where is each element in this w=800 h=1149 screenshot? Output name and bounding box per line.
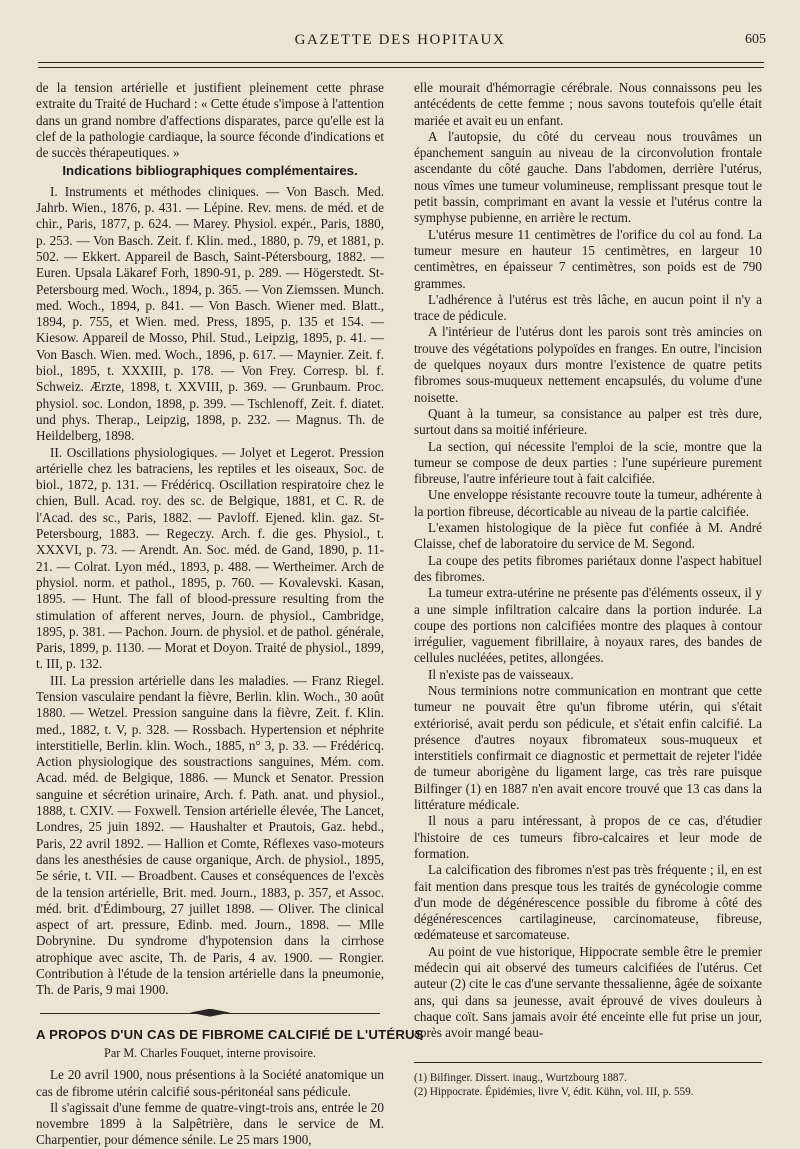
- article-paragraph: La tumeur extra-utérine ne présente pas d'éléments osseux, il y a une simple infiltration calcaire dans la portion indurée. La coupe des portions non calcifiées montre des plaques à contour irrégulier, vaguement fibrillaire, à noyaux rares, des bandes de cellules nucléées, petites, allongées.: [414, 585, 762, 666]
- article-paragraph: La calcification des fibromes n'est pas très fréquente ; il, en est fait mention dans presque tous les traités de gynécologie comme d'un mode de dégénérescence possible du fibrome à côté des dégénérescences cartilagineuse, carcinomateuse, fibreuse, œdémateuse et sarcomateuse.: [414, 862, 762, 943]
- left-column: [36, 80, 424, 1149]
- bibliography-instruments: I. Instruments et méthodes cliniques. — Von Basch. Med. Jahrb. Wien., 1876, p. 431. — Lépine. Rev. mens. de méd. et de chir., Paris, 1877, p. 624. — Marey. Physiol. expér., Paris, 1880, p. 253. — Von Basch. Zeit. f. Klin. med., 1880, p. 79, et 1881, p. 502. — Ekkert. Appareil de Basch, Saint-Pétersbourg, 1882. — Euren. Upsala Läkaref Forh, 1890-91, p. 289. — Högerstedt. St-Petersbourg med. Woch., 1894, p. 365. — Von Ziemssen. Munch. med. Woch., 1894, p. 841. — Von Basch. Wiener med. Blatt., 1894, p. 755, et Wien. med. Press, 1895, p. 135 et 154. — Kiesow. Appareil de Mosso, Phil. Stud., Leipzig, 1895, p. 41. — Von Basch. Wien. med. Woch., 1896, p. 617. — Maynier. Zeit. f. biol., 1895, t. XXXIII, p. 178. — Von Frey. Corresp. bl. f. Schweiz. Ærzte, 1898, t. XXVIII, p. 369. — Grunbaum. Proc. physiol. soc. London, 1898, p. 399. — Tschlenoff, Zeit. f. diatet. und phys. Therap., Leipzig, 1898, p. 232. — Magnus. Th. de Heildelberg, 1898.: [36, 183, 384, 444]
- right-column: [414, 80, 762, 1099]
- article-paragraph: elle mourait d'hémorragie cérébrale. Nous connaissons peu les antécédents de cette femme ; nous savons toutefois qu'elle était mariée et avait eu un enfant.: [414, 80, 762, 128]
- page-number: 605: [745, 32, 766, 47]
- article-paragraph: Nous terminions notre communication en montrant que cette tumeur ne pouvait être qu'un fibrome utérin, qui s'était extériorisé, avait perdu son pédicule, et s'était enfin calcifié. La présence d'autres noyaux fibromateux sous-muqueux et interstitiels confirmait ce diagnostic et permettait de rejeter l'idée de tumeur aborigène du ligament large, cas très rare puisque Bilfinger (1) en 1887 n'en avait encore trouvé que 13 cas dans la littérature médicale.: [414, 682, 762, 813]
- footnote: (1) Bilfinger. Dissert. inaug., Wurtzbourg 1887.: [414, 1071, 627, 1084]
- article-byline: Par M. Charles Fouquet, interne provisoire.: [104, 1045, 316, 1060]
- intro-paragraph: de la tension artérielle et justifient pleinement cette phrase extraite du Traité de Huchard : « Cette étude s'impose à l'attention dans un grand nombre d'affections disparates, parce qu'elle est la clef de la pathologie cardiaque, la source féconde d'indications et de succès thérapeutiques. »: [36, 80, 384, 161]
- article-paragraph: Il n'existe pas de vaisseaux.: [428, 666, 574, 682]
- article-paragraph: Le 20 avril 1900, nous présentions à la Société anatomique un cas de fibrome utérin calcifié sous-péritonéal sans pédicule.: [36, 1067, 384, 1099]
- article-paragraph: Une enveloppe résistante recouvre toute la tumeur, adhérente à la portion fibreuse, décorticable au niveau de la partie calcifiée.: [414, 487, 762, 519]
- bibliography-oscillations: II. Oscillations physiologiques. — Jolyet et Legerot. Pression artérielle chez les batraciens, les reptiles et les oiseaux, Soc. de biol., 1872, p. 131. — Frédéricq. Oscillation respiratoire chez le chien, Bull. Acad. roy. des sc. de Belgique, 1881, et C. R. de l'Acad. des sc., Paris, 1882. — Pavloff. Ejened. klin. gaz. St-Petersbourg, 1883. — Regeczy. Arch. f. die ges. Physiol., t. XXXVI, p. 73. — Arendt. An. Soc. méd. de Gand, 1890, p. 11-21. — Colrat. Lyon méd., 1893, p. 488. — Wertheimer. Arch de physiol. norm. et pathol., 1895, p. 760. — Kovalevski. Kasan, 1895. — Hunt. The fall of blood-pressure resulting from the stimulation of afferent nerves, Journ. de physiol., Cambridge, 1895, p. 381. — Pachon. Journ. de physiol. et de pathol. générale, Paris, 1899, p. 1130. — Morat et Doyon. Traité de physiol., 1899, t. III, p. 132.: [36, 444, 384, 672]
- article-paragraph: L'examen histologique de la pièce fut confiée à M. André Claisse, chef de laboratoire du service de M. Segond.: [414, 520, 762, 552]
- footnote: (2) Hippocrate. Épidémies, livre V, édit. Kühn, vol. III, p. 559.: [414, 1085, 694, 1098]
- article-paragraph: Il s'agissait d'une femme de quatre-vingt-trois ans, entrée le 20 novembre 1899 à la Salpêtrière, dans le service de M. Charpentier, pour démence sénile. Le 25 mars 1900,: [36, 1099, 384, 1148]
- journal-title: GAZETTE DES HOPITAUX: [294, 32, 506, 48]
- bibliography-maladies: III. La pression artérielle dans les maladies. — Franz Riegel. Tension vasculaire pendant la fièvre, Berlin. klin. Woch., 30 août 1880. — Wetzel. Pression sanguine dans la fièvre, Zeit. f. Klin. med., 1882, t. V, p. 328. — Rossbach. Hypertension et néphrite interstitielle, Berlin. klin. Woch., 1885, n° 3, p. 33. — Frédéricq. Action physiologique des soustractions sanguines, Mém. com. Acad. méd. de Belgique, 1886. — Munck et Senator. Pression sanguine et sécrétion urinaire, Arch. f. Path. anat. und physiol., 1888, t. CXIV. — Foxwell. Tension artérielle élevée, The Lancet, Londres, 25 juin 1892. — Haushalter et Prautois, Gaz. hebd., Paris, 22 avril 1892. — Hallion et Comte, Réflexes vaso-moteurs dans les anesthésies de cause organique, Arch. de physiol., 1895, 5e série, t. VII. — Broadbent. Causes et conséquences de l'excès de la tension artérielle, Brit. med. Journ., 1883, p. 357, et Assoc. méd. brit. d'Édimbourg, 27 juillet 1898. — Oliver. The clinical aspect of art. pressure, Edinb. med. Journ., 1898. — Mlle Dobrynine. Du syndrome d'hypotension dans la cirrhose atrophique avec ascite, Th. de Paris, 4 av. 1900. — Rongier. Contribution à l'étude de la tension artérielle dans la pneumonie, Th. de Paris, 9 mai 1900.: [36, 672, 384, 998]
- header-double-rule: [38, 62, 764, 68]
- bibliography-heading: Indications bibliographiques complémentaires.: [62, 163, 358, 179]
- article-title: A PROPOS D'UN CAS DE FIBROME CALCIFIÉ DE L'UTÉRUS: [36, 1026, 424, 1042]
- article-paragraph: La coupe des petits fibromes pariétaux donne l'aspect habituel des fibromes.: [414, 552, 762, 584]
- section-divider-ornament: [40, 1009, 380, 1017]
- article-paragraph: La section, qui nécessite l'emploi de la scie, montre que la tumeur se compose de deux parties : l'une supérieure purement fibreuse, l'autre inférieure tout à fait calcifiée.: [414, 438, 762, 487]
- bibliography: [36, 184, 384, 999]
- article-paragraph: Quant à la tumeur, sa consistance au palper est très dure, surtout dans sa moitié inférieure.: [414, 405, 762, 438]
- article-paragraph: A l'autopsie, du côté du cerveau nous trouvâmes un épanchement sanguin au niveau de la circonvolution frontale ascendante du côté gauche. Dans l'abdomen, derrière l'utérus, nous vîmes une tumeur volumineuse, remplissant presque tout le petit bassin, comprimant en avant la vessie et l'utérus contre la symphyse pubienne, en arrière le rectum.: [414, 128, 762, 226]
- article-paragraph: Au point de vue historique, Hippocrate semble être le premier médecin qui ait observé des tumeurs calcifiées de l'utérus. Cet auteur (2) cite le cas d'une servante thessalienne, âgée de soixante ans, qui dans sa jeunesse, avait éprouvé de vives douleurs à chaque coït. Sans jamais avoir été enceinte elle fut prise un jour, après avoir mangé beau-: [414, 943, 762, 1041]
- article-paragraph: L'utérus mesure 11 centimètres de l'orifice du col au fond. La tumeur mesure en hauteur 15 centimètres, en largeur 10 centimètres, en épaisseur 7 centimètres, son poids est de 790 grammes.: [414, 226, 762, 291]
- running-head: [0, 32, 800, 54]
- article-paragraph: L'adhérence à l'utérus est très lâche, en aucun point il n'y a trace de pédicule.: [414, 291, 762, 324]
- article-paragraph: Il nous a paru intéressant, à propos de ce cas, d'étudier l'histoire de ces tumeurs fibro-calcaires et leur mode de formation.: [414, 813, 762, 861]
- footnote-rule: [414, 1062, 762, 1063]
- article-paragraph: A l'intérieur de l'utérus dont les parois sont très amincies on trouve des végétations polypoïdes en franges. En outre, l'incision de quelques noyaux durs montre l'existence de quatre petits fibromes sous-muqueux nettement encapsulés, du volume d'une noisette.: [414, 324, 762, 405]
